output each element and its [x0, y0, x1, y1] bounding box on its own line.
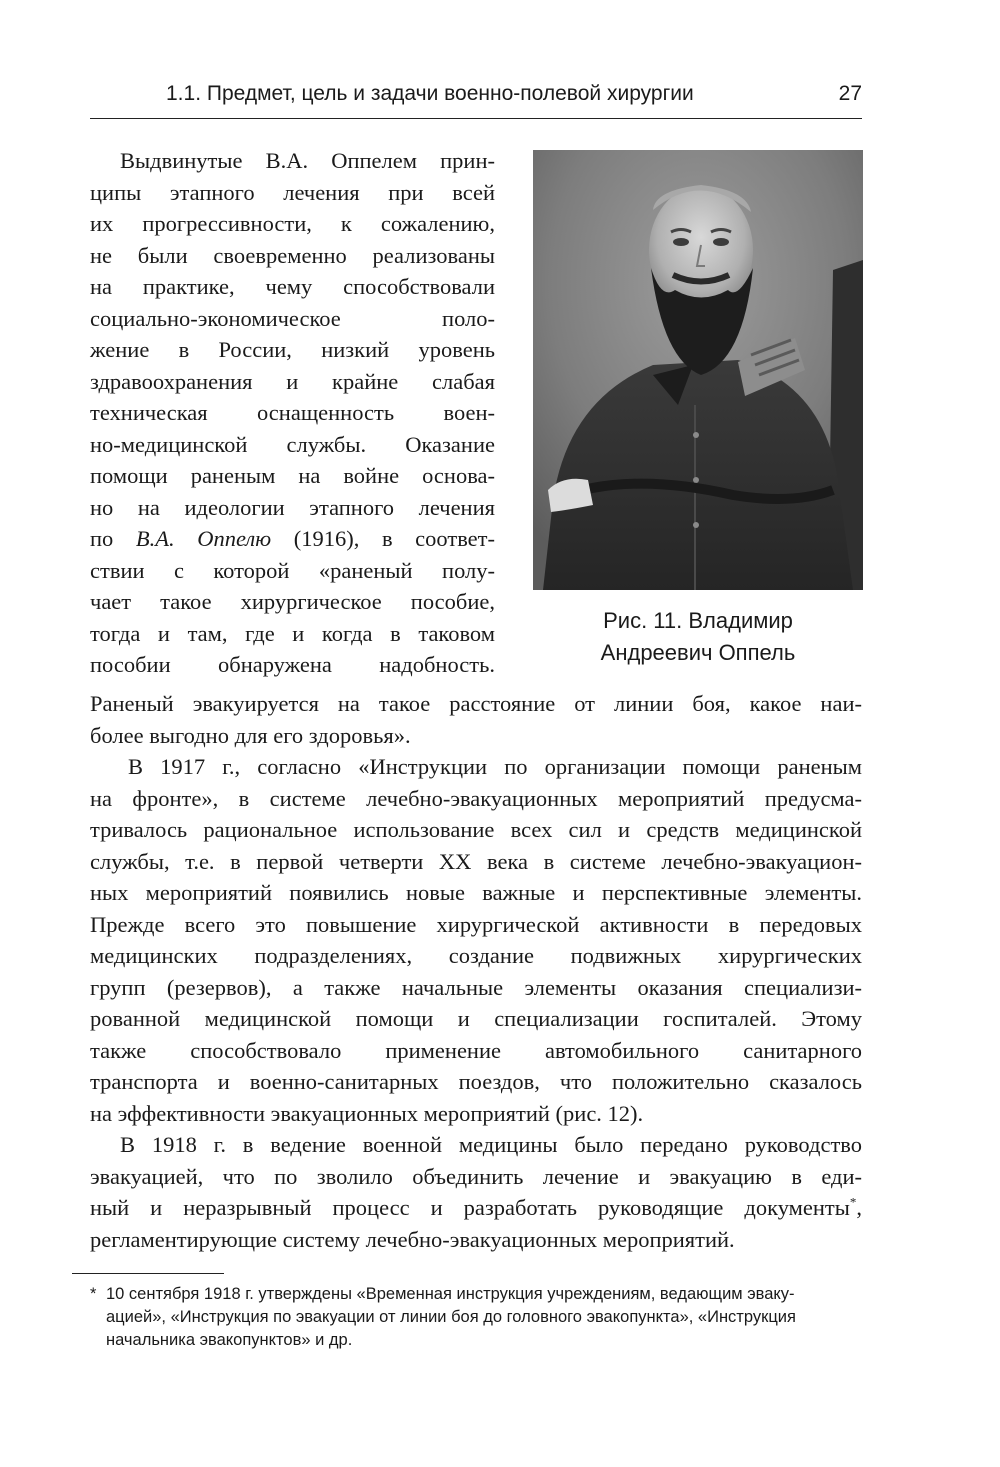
text-line: эвакуацией, что по зволило объединить лечение и эвакуацию в еди-	[90, 1163, 862, 1189]
text-fragment: по	[90, 526, 136, 551]
text-line: но-медицинской службы. Оказание	[90, 431, 495, 457]
author-citation: В.А. Оппелю	[135, 526, 272, 551]
text-line: рованной медицинской помощи и специализации госпиталей. Этому	[90, 1006, 862, 1031]
text-line: их прогрессивности, к сожалению,	[90, 211, 495, 236]
text-line: техническая оснащенность воен-	[90, 400, 495, 425]
figure-caption-line: Андреевич Оппель	[600, 640, 796, 665]
text-line: медицинских подразделениях, создание подвижных хирургических	[90, 943, 862, 968]
footnote	[90, 1283, 862, 1352]
text-fragment: ный и неразрывный процесс и разработать руководящие документы	[90, 1195, 850, 1220]
text-line: помощи раненым на войне основа-	[90, 463, 495, 488]
footnote-reference[interactable]: *	[849, 1194, 857, 1210]
text-line: на фронте», в системе лечебно-эвакуационных мероприятий предусма-	[90, 785, 862, 811]
text-line: ципы этапного лечения при всей	[90, 179, 495, 205]
text-line: на практике, чему способствовали	[90, 274, 495, 299]
text-fragment: (1916), в соответ-	[271, 526, 495, 551]
page-number: 27	[838, 82, 862, 105]
text-line: В 1918 г. в ведение военной медицины было передано руководство	[120, 1132, 862, 1157]
text-line: тогда и там, где и когда в таковом	[90, 620, 495, 646]
text-line: пособии обнаружена надобность.	[90, 652, 495, 677]
footnote-line: начальника эвакопунктов» и др.	[106, 1331, 353, 1349]
text-line: более выгодно для его здоровья».	[90, 722, 411, 748]
text-line: также способствовало применение автомобильного санитарного	[90, 1037, 862, 1063]
text-line: здравоохранения и крайне слабая	[90, 368, 495, 394]
figure-caption	[533, 605, 863, 669]
footnote-line	[90, 1283, 862, 1306]
text-line-with-footnote-ref	[90, 1192, 862, 1224]
footnote-separator	[72, 1273, 224, 1274]
running-header-title: 1.1. Предмет, цель и задачи военно-полевой хирургии	[166, 82, 694, 105]
text-line: тривалось рациональное использование всех сил и средств медицинской	[90, 817, 862, 842]
portrait-illustration	[533, 150, 863, 590]
text-line: ных мероприятий появились новые важные и перспективные элементы.	[90, 880, 862, 905]
text-line: жение в России, низкий уровень	[90, 337, 495, 362]
text-line: социально-экономическое поло-	[90, 305, 495, 331]
text-line: чает такое хирургическое пособие,	[90, 589, 495, 614]
text-line: транспорта и военно-санитарных поездов, что положительно сказалось	[90, 1069, 862, 1094]
text-line: групп (резервов), а также начальные элементы оказания специализи-	[90, 974, 862, 1000]
text-line: регламентирующие систему лечебно-эвакуационных мероприятий.	[90, 1226, 735, 1252]
main-text	[90, 688, 862, 1255]
text-line: на эффективности эвакуационных мероприятий (рис. 12).	[90, 1100, 644, 1126]
column-paragraph	[90, 145, 495, 681]
text-line: Прежде всего это повышение хирургической активности в передовых	[90, 911, 862, 937]
text-line: В 1917 г., согласно «Инструкции по организации помощи раненым	[128, 754, 862, 779]
portrait-photo	[533, 150, 863, 590]
figure-caption-line: Рис. 11. Владимир	[603, 608, 793, 633]
footnote-text: 10 сентября 1918 г. утверждены «Временная инструкция учреждениям, ведающим эваку-	[106, 1285, 795, 1303]
text-line: но на идеологии этапного лечения	[90, 494, 495, 520]
text-line: Раненый эвакуируется на такое расстояние от линии боя, какое наи-	[90, 691, 862, 716]
text-line: не были своевременно реализованы	[90, 242, 495, 268]
footnote-line: ацией», «Инструкция по эвакуации от линии боя до головного эвакопункта», «Инструкция	[106, 1308, 796, 1326]
text-line: ствии с которой «раненый полу-	[90, 557, 495, 583]
text-line: Выдвинутые В.А. Оппелем прин-	[120, 148, 495, 173]
footnote-marker: *	[90, 1285, 97, 1303]
text-line: службы, т.е. в первой четверти XX века в системе лечебно-эвакуацион-	[90, 848, 862, 874]
text-fragment: ,	[856, 1195, 862, 1220]
text-line-with-author-citation	[90, 523, 495, 555]
running-header	[90, 80, 862, 119]
